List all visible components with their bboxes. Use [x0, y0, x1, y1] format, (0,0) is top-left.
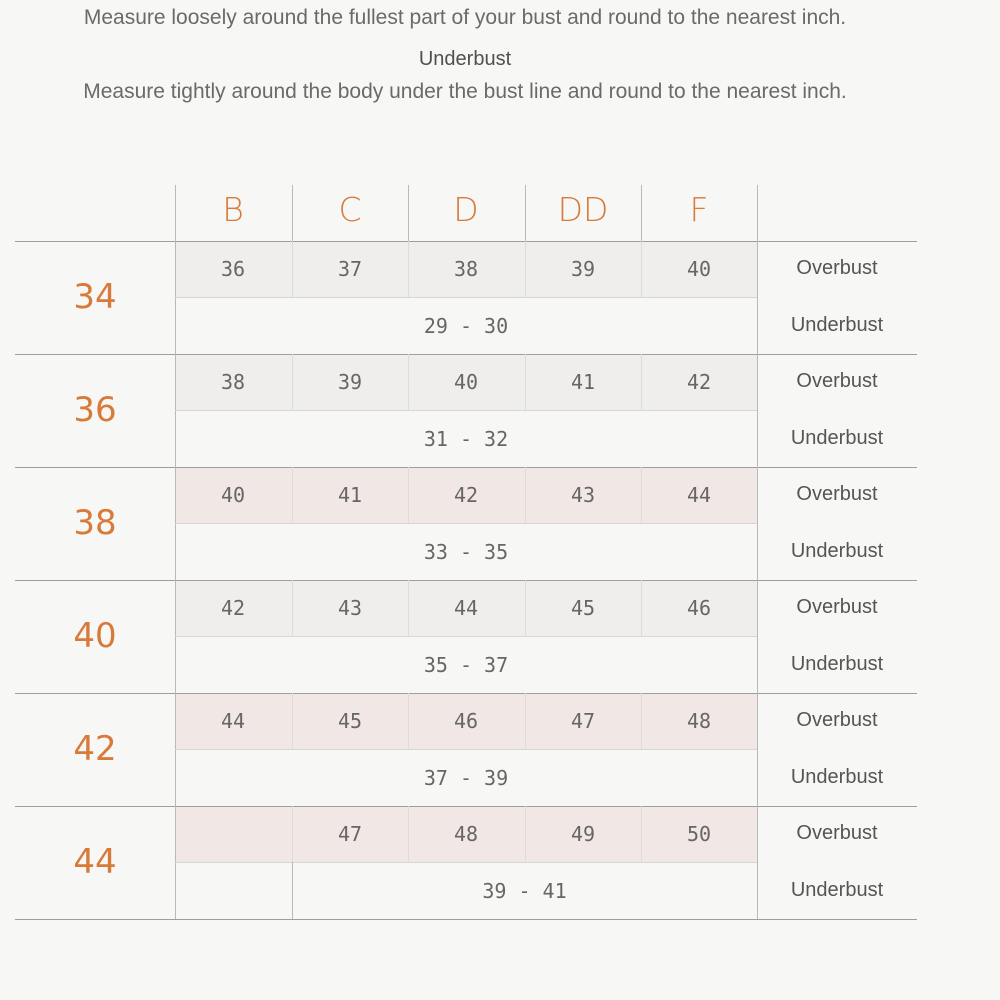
underbust-instructions: Measure tightly around the body under the bust line and round to the nearest inch. — [83, 80, 847, 103]
overbust-value: 47 — [570, 709, 596, 733]
overbust-value: 47 — [337, 822, 363, 846]
underbust-heading: Underbust — [418, 48, 512, 70]
band-size-34: 34 — [73, 277, 117, 317]
overbust-value: 38 — [220, 370, 246, 394]
overbust-value: 43 — [337, 596, 363, 620]
overbust-value: 48 — [686, 709, 712, 733]
cup-header-dd: DD — [557, 190, 609, 229]
underbust-range: 29 - 30 — [423, 314, 509, 338]
band-divider — [15, 354, 917, 355]
overbust-value: 42 — [686, 370, 712, 394]
overbust-label: Overbust — [796, 257, 878, 279]
cup-header-d: D — [453, 190, 479, 229]
underbust-range: 33 - 35 — [423, 540, 509, 564]
band-size-36: 36 — [73, 390, 117, 430]
underbust-range: 37 - 39 — [423, 766, 509, 790]
overbust-value: 36 — [220, 257, 246, 281]
overbust-value: 44 — [453, 596, 479, 620]
cell-row-divider — [175, 749, 757, 750]
overbust-value: 44 — [220, 709, 246, 733]
cell-row-divider — [175, 410, 757, 411]
overbust-label: Overbust — [796, 483, 878, 505]
overbust-value: 39 — [570, 257, 596, 281]
band-size-44: 44 — [73, 842, 117, 882]
header-divider — [641, 185, 642, 241]
underbust-label: Underbust — [790, 427, 884, 449]
overbust-label: Overbust — [796, 822, 878, 844]
underbust-label: Underbust — [790, 879, 884, 901]
underbust-range: 39 - 41 — [482, 879, 567, 903]
overbust-value: 44 — [686, 483, 712, 507]
underbust-label: Underbust — [790, 314, 884, 336]
underbust-range: 31 - 32 — [423, 427, 509, 451]
overbust-value: 45 — [570, 596, 596, 620]
band-size-38: 38 — [73, 503, 117, 543]
band-divider — [15, 806, 917, 807]
overbust-value: 45 — [337, 709, 363, 733]
overbust-value: 42 — [453, 483, 479, 507]
header-divider — [525, 185, 526, 241]
overbust-instructions: Measure loosely around the fullest part of your bust and round to the nearest inch. — [83, 6, 847, 29]
band-size-40: 40 — [73, 616, 117, 656]
overbust-value: 40 — [453, 370, 479, 394]
header-divider — [408, 185, 409, 241]
header-divider — [292, 185, 293, 241]
overbust-value: 38 — [453, 257, 479, 281]
overbust-value: 48 — [453, 822, 479, 846]
overbust-label: Overbust — [796, 709, 878, 731]
overbust-value: 41 — [570, 370, 596, 394]
overbust-label: Overbust — [796, 596, 878, 618]
overbust-value: 39 — [337, 370, 363, 394]
cup-header-b: B — [222, 190, 244, 229]
overbust-value: 46 — [453, 709, 479, 733]
cup-header-c: C — [338, 190, 362, 229]
band-size-42: 42 — [73, 729, 117, 769]
overbust-value: 46 — [686, 596, 712, 620]
overbust-value: 40 — [686, 257, 712, 281]
cell-row-divider — [175, 636, 757, 637]
band-divider — [15, 241, 917, 242]
overbust-value: 42 — [220, 596, 246, 620]
underbust-label: Underbust — [790, 766, 884, 788]
underbust-label: Underbust — [790, 653, 884, 675]
band-divider — [15, 919, 917, 920]
band-divider — [15, 693, 917, 694]
underbust-label: Underbust — [790, 540, 884, 562]
overbust-value: 41 — [337, 483, 363, 507]
overbust-value: 37 — [337, 257, 363, 281]
cup-header-f: F — [689, 190, 709, 229]
overbust-value: 49 — [570, 822, 596, 846]
cell-row-divider — [175, 862, 757, 863]
cell-row-divider — [175, 297, 757, 298]
underbust-range: 35 - 37 — [423, 653, 509, 677]
band-divider — [15, 580, 917, 581]
overbust-value: 43 — [570, 483, 596, 507]
band-divider — [15, 467, 917, 468]
cell-row-divider — [175, 523, 757, 524]
overbust-value: 40 — [220, 483, 246, 507]
overbust-value: 50 — [686, 822, 712, 846]
overbust-label: Overbust — [796, 370, 878, 392]
